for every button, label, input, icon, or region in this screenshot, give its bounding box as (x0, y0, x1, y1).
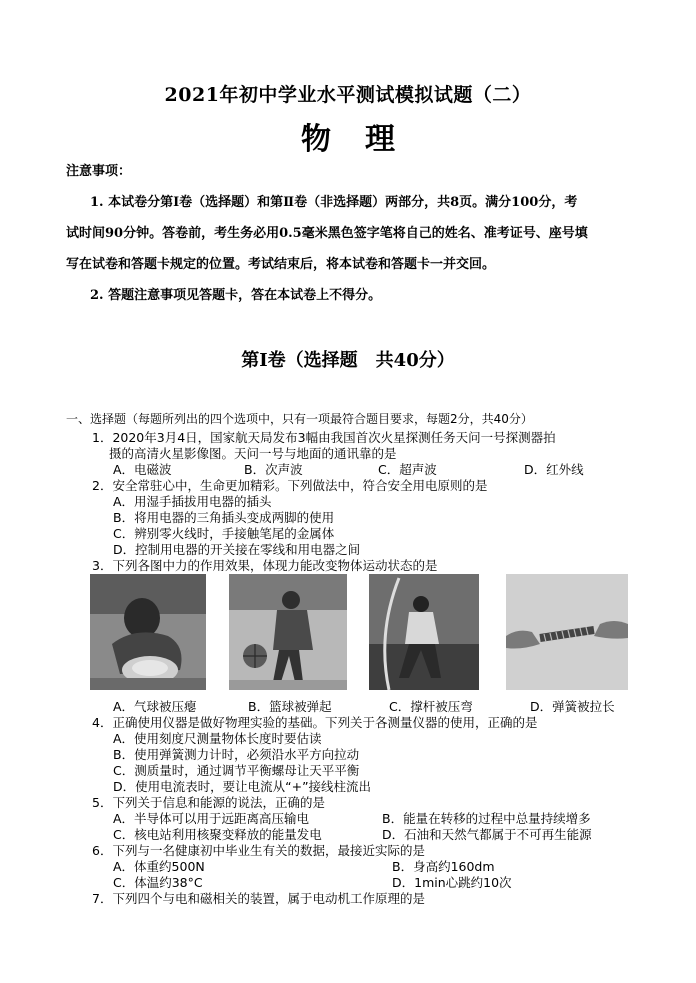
q5-option-d: D．石油和天然气都属于不可再生能源 (382, 827, 592, 842)
q4-option-b: B．使用弹簧测力计时，必须沿水平方向拉动 (113, 747, 360, 762)
q6-stem: 6．下列与一名健康初中毕业生有关的数据，最接近实际的是 (92, 843, 425, 858)
q2-option-d: D．控制用电器的开关接在零线和用电器之间 (113, 542, 361, 557)
q7-stem: 7．下列四个与电和磁相关的装置，属于电动机工作原理的是 (92, 891, 425, 906)
notice-item-1-line-2: 试时间90分钟。答卷前，考生务必用0.5毫米黑色签字笔将自己的姓名、准考证号、座号填 (66, 226, 588, 241)
notice-item-1-line-3: 写在试卷和答题卡规定的位置。考试结束后，将本试卷和答题卡一并交回。 (66, 257, 496, 272)
q2-stem: 2．安全常驻心中，生命更加精彩。下列做法中，符合安全用电原则的是 (92, 478, 488, 493)
q5-option-c: C．核电站利用核聚变释放的能量发电 (113, 827, 322, 842)
q6-option-b: B．身高约160dm (392, 859, 495, 874)
q1-stem-line-1: 1．2020年3月4日，国家航天局发布3幅由我国首次火星探测任务天问一号探测器拍 (92, 430, 556, 445)
q5-stem: 5．下列关于信息和能源的说法，正确的是 (92, 795, 325, 810)
photo-spring-stretched (506, 574, 628, 690)
q1-option-a: A．电磁波 (113, 462, 172, 477)
q1-option-b: B．次声波 (244, 462, 303, 477)
q1-stem-line-2: 摄的高清火星影像图。天问一号与地面的通讯靠的是 (109, 446, 397, 461)
q4-option-d: D．使用电流表时，要让电流从“+”接线柱流出 (113, 779, 372, 794)
q3-option-a: A．气球被压瘪 (113, 699, 197, 714)
photo-balloon-squeezed (90, 574, 206, 690)
notice-item-1-line-1: 1. 本试卷分第Ⅰ卷（选择题）和第Ⅱ卷（非选择题）两部分，共8页。满分100分，考 (90, 195, 578, 210)
subject-title: 物理 (301, 122, 429, 157)
q4-option-c: C．测质量时，通过调节平衡螺母让天平平衡 (113, 763, 360, 778)
notice-item-2: 2. 答题注意事项见答题卡，答在本试卷上不得分。 (90, 288, 382, 303)
q3-option-d: D．弹簧被拉长 (530, 699, 615, 714)
q3-option-c: C．撑杆被压弯 (389, 699, 473, 714)
q3-option-b: B．篮球被弹起 (248, 699, 332, 714)
q5-option-b: B．能量在转移的过程中总量持续增多 (382, 811, 591, 826)
part1-heading: 一、选择题（每题所列出的四个选项中，只有一项最符合题目要求，每题2分，共40分） (66, 412, 533, 426)
q3-stem: 3．下列各图中力的作用效果，体现力能改变物体运动状态的是 (92, 558, 438, 573)
q1-option-d: D．红外线 (524, 462, 584, 477)
notice-heading: 注意事项： (66, 164, 132, 179)
q2-option-c: C．辨别零火线时，手接触笔尾的金属体 (113, 526, 335, 541)
q5-option-a: A．半导体可以用于远距离高压输电 (113, 811, 310, 826)
q2-option-b: B．将用电器的三角插头变成两脚的使用 (113, 510, 335, 525)
photo-pole-bent (369, 574, 479, 690)
photo-basketball-bounce (229, 574, 347, 690)
section-title: 第Ⅰ卷（选择题 共40分） (241, 350, 455, 371)
exam-title: 2021年初中学业水平测试模拟试题（二） (164, 84, 532, 106)
q6-option-c: C．体温约38°C (113, 875, 203, 890)
q6-option-a: A．体重约500N (113, 859, 205, 874)
q6-option-d: D．1min心跳约10次 (392, 875, 512, 890)
q1-option-c: C．超声波 (378, 462, 437, 477)
q4-stem: 4．正确使用仪器是做好物理实验的基础。下列关于各测量仪器的使用，正确的是 (92, 715, 538, 730)
q4-option-a: A．使用刻度尺测量物体长度时要估读 (113, 731, 322, 746)
q2-option-a: A．用湿手插拔用电器的插头 (113, 494, 272, 509)
